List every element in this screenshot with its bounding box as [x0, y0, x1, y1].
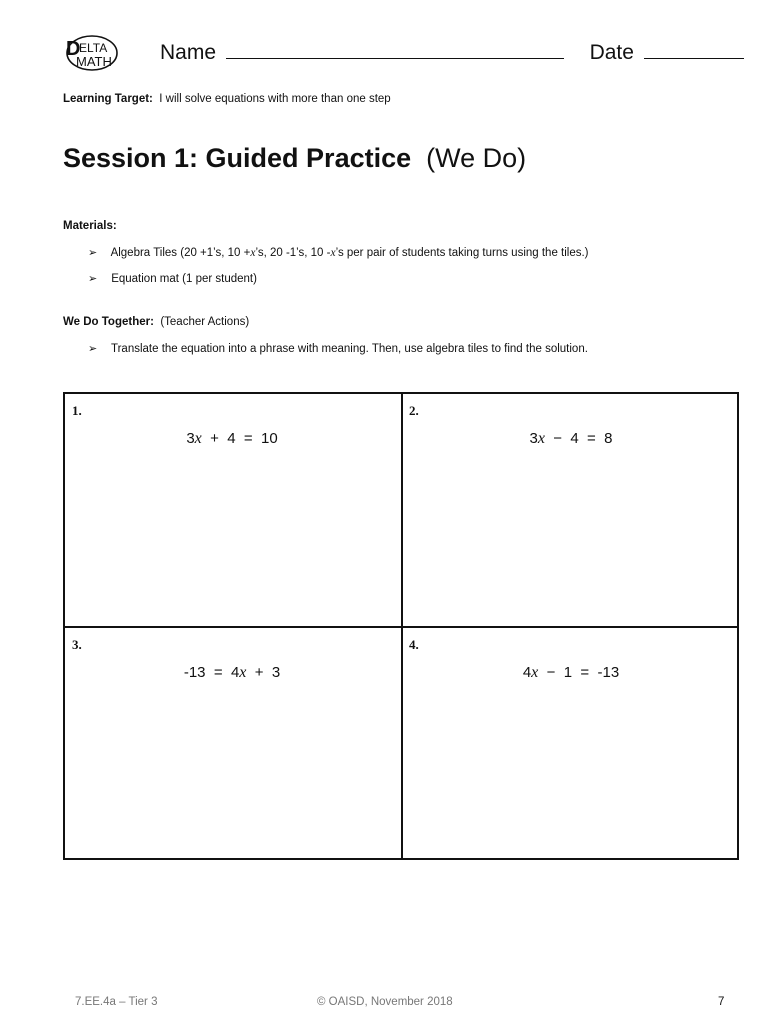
delta-math-logo: [63, 33, 121, 73]
learning-target-text: I will solve equations with more than one step: [159, 93, 391, 105]
problem-2-number: 2.: [409, 403, 419, 418]
problem-1-equation: 3x + 4 = 10: [186, 430, 278, 447]
logo-top-text: ELTA: [79, 41, 108, 55]
we-do-together-heading: [63, 316, 249, 328]
problem-2-equation: 3x − 4 = 8: [529, 430, 613, 447]
we-do-note: (Teacher Actions): [160, 316, 250, 328]
name-date-header: [160, 40, 744, 65]
problem-1-number: 1.: [72, 403, 82, 418]
problem-4-number: 4.: [409, 637, 419, 652]
logo-bottom-text: MATH: [76, 54, 112, 69]
footer-copyright: © OAISD, November 2018: [317, 996, 453, 1008]
arrow-bullet-icon: ➢: [88, 273, 98, 285]
session-title-rest: (We Do): [426, 143, 527, 173]
problem-3-equation: -13 = 4x + 3: [183, 664, 281, 681]
problem-2-work-area[interactable]: [404, 455, 736, 623]
footer-page-number: 7: [718, 996, 725, 1008]
date-blank[interactable]: [644, 40, 744, 59]
name-label: Name: [160, 41, 217, 64]
learning-target: [63, 93, 391, 105]
footer-standard: 7.EE.4a – Tier 3: [75, 996, 158, 1008]
logo-d-letter: D: [66, 38, 81, 60]
we-do-label: We Do Together:: [63, 316, 154, 328]
problem-1-work-area[interactable]: [66, 455, 400, 623]
problem-3-number: 3.: [72, 637, 82, 652]
we-do-instruction: ➢ Translate the equation into a phrase with meaning. Then, use algebra tiles to find the solution.: [88, 343, 588, 355]
arrow-bullet-icon: ➢: [88, 343, 98, 355]
problem-4-work-area[interactable]: [404, 690, 736, 856]
grid-divider-horizontal: [63, 626, 739, 628]
learning-target-label: Learning Target:: [63, 93, 153, 105]
materials-item-algebra-tiles: ➢ Algebra Tiles (20 +1’s, 10 +x’s, 20 -1’s, 10 -x’s per pair of students taking turns using the tiles.): [88, 247, 589, 259]
materials-label: Materials:: [63, 220, 117, 232]
problem-3-work-area[interactable]: [66, 690, 400, 856]
page-title: [63, 143, 526, 174]
date-label: Date: [589, 41, 634, 64]
problem-4-equation: 4x − 1 = -13: [522, 664, 620, 681]
arrow-bullet-icon: ➢: [88, 247, 98, 259]
name-blank[interactable]: [226, 40, 564, 59]
materials-item-equation-mat: ➢ Equation mat (1 per student): [88, 273, 257, 285]
session-title-bold: Session 1: Guided Practice: [63, 143, 412, 173]
